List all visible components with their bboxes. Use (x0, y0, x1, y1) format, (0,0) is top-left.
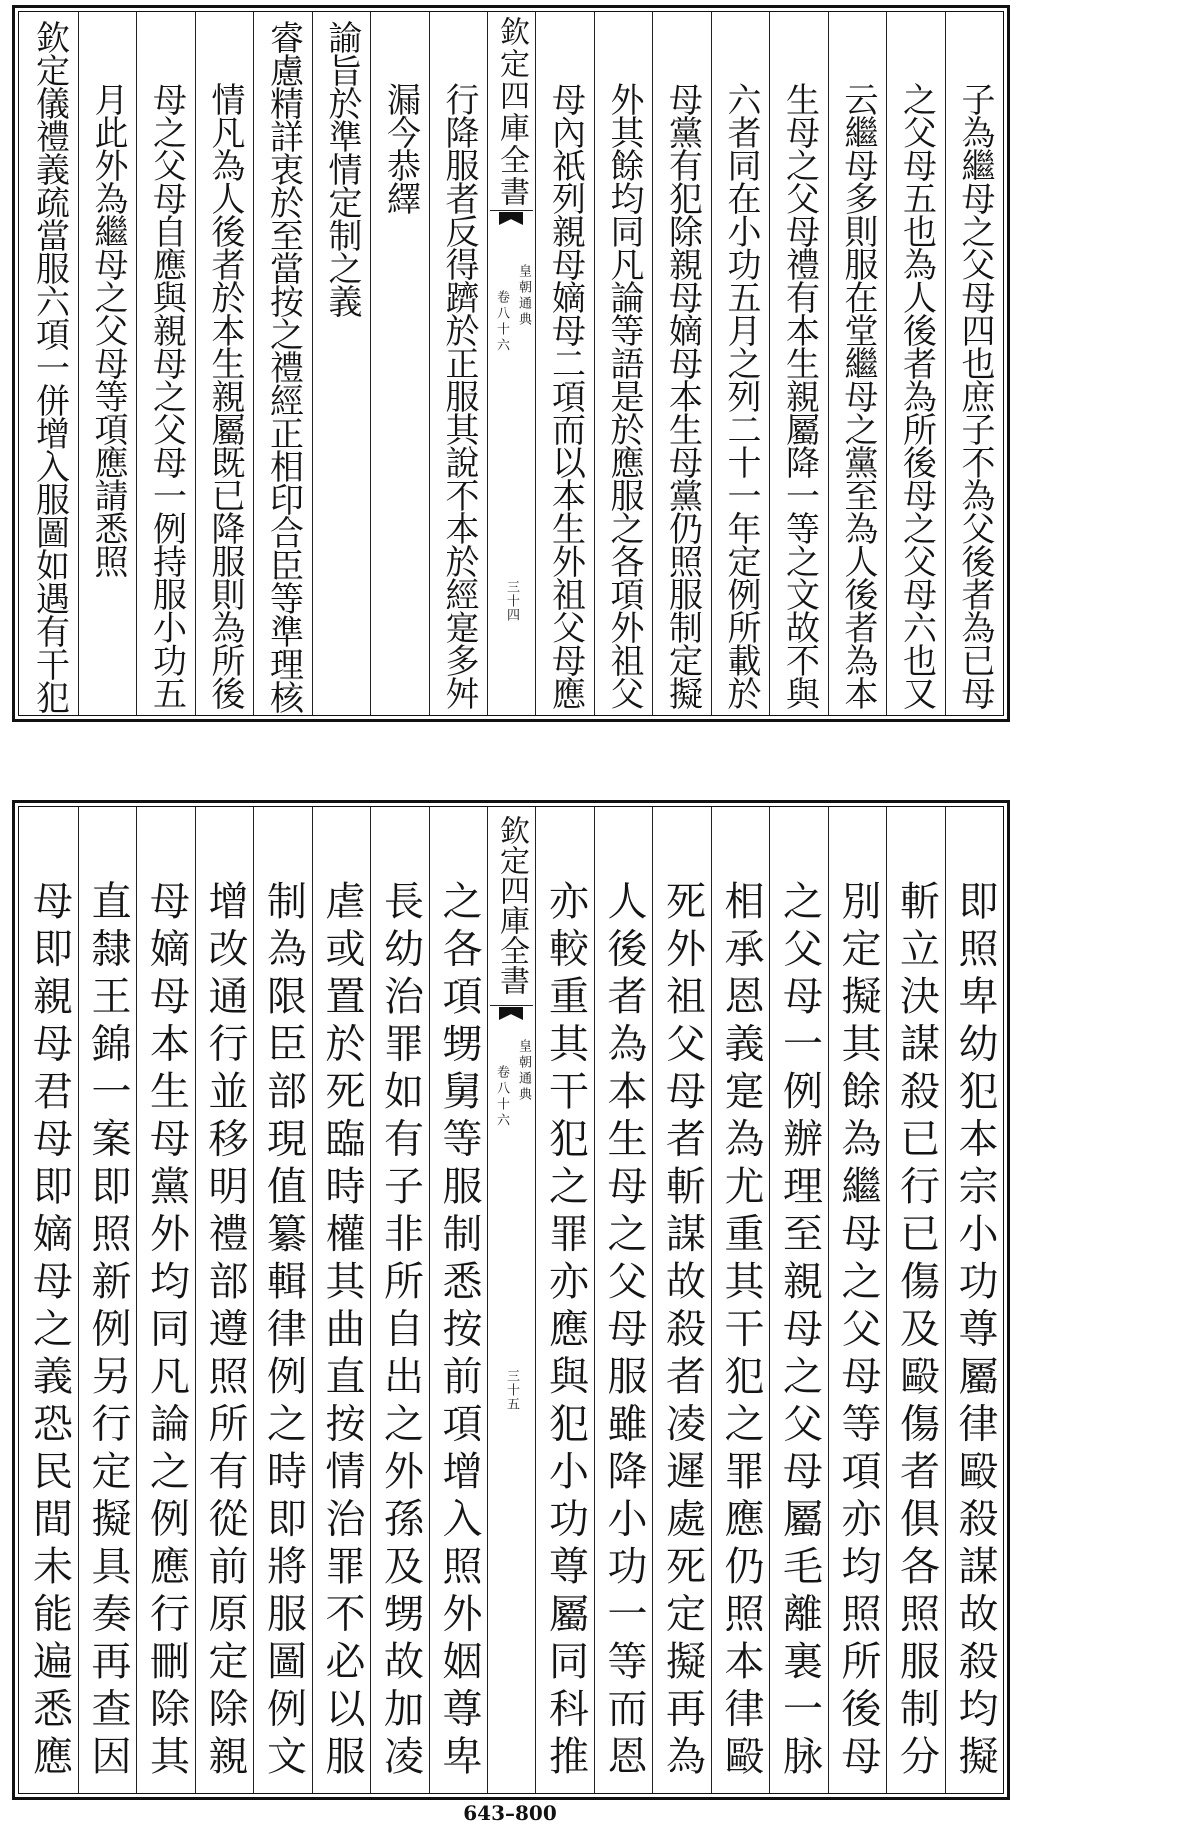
text-column: 母內祇列親母嫡母二項而以本生外祖父母應 (535, 12, 594, 715)
text-column: 生母之父母禮有本生親屬降一等之文故不與 (769, 12, 828, 715)
center-spine (487, 807, 535, 1793)
text-column: 云繼母多則服在堂繼母之黨至為人後者為本 (828, 12, 887, 715)
spine-leaf-number: 三十四 (504, 580, 519, 622)
text-column: 母之父母自應與親母之父母一例持服小功五 (136, 12, 195, 715)
text-column: 六者同在小功五月之列二十一年定例所載於 (711, 12, 770, 715)
spine-title: 欽定四庫全書 (494, 815, 529, 995)
fishtail-mark-icon (499, 1007, 523, 1020)
text-column: 子為繼母之父母四也庶子不為父後者為已母 (945, 12, 1004, 715)
text-column: 虐或置於死臨時權其曲直按情治罪不必以服 (312, 807, 371, 1793)
text-column: 行降服者反得躋於正服其說不本於經寔多舛 (429, 12, 488, 715)
fishtail-mark-icon (499, 212, 523, 225)
text-column: 母即親母君母即嫡母之義恐民間未能遍悉應 (26, 880, 73, 1783)
text-column: 之各項甥舅等服制悉按前項增入照外姻尊卑 (429, 807, 488, 1793)
page-number: 643–800 (463, 1801, 557, 1825)
text-column: 制為限臣部現值纂輯律例之時即將服圖例文 (253, 807, 312, 1793)
text-column-raised: 睿慮精詳衷於至當按之禮經正相印合臣等準理核 (253, 12, 312, 715)
text-column: 月此外為繼母之父母等項應請悉照 (78, 12, 137, 715)
leaf-columns-top (18, 11, 1004, 716)
spine-divider (490, 1005, 533, 1006)
text-column: 漏今恭繹 (370, 12, 429, 715)
text-column: 母嫡母本生母黨外均同凡論之例應行刪除其 (136, 807, 195, 1793)
text-column: 斬立決謀殺已行已傷及毆傷者俱各照服制分 (886, 807, 945, 1793)
text-column: 情凡為人後者於本生親屬既已降服則為所後 (195, 12, 254, 715)
text-column: 直隸王錦一案即照新例另行定擬具奏再查因 (78, 807, 137, 1793)
center-spine (487, 12, 535, 715)
text-column: 人後者為本生母之父母服雖降小功一等而恩 (594, 807, 653, 1793)
leaf-frame-top (12, 5, 1010, 722)
spine-book-title: 皇朝通典 (516, 1039, 531, 1103)
text-column-raised: 欽定儀禮義疏當服六項一併增入服圖如遇有干犯 (29, 20, 70, 713)
text-column-raised: 諭旨於準情定制之義 (312, 12, 371, 715)
text-column: 死外祖父母者斬謀故殺者凌遲處死定擬再為 (652, 807, 711, 1793)
text-column: 長幼治罪如有子非所自出之外孫及甥故加凌 (370, 807, 429, 1793)
text-column: 之父母五也為人後者為所後母之父母六也又 (886, 12, 945, 715)
text-column: 母黨有犯除親母嫡母本生母黨仍照服制定擬 (652, 12, 711, 715)
text-column: 亦較重其干犯之罪亦應與犯小功尊屬同科推 (535, 807, 594, 1793)
spine-leaf-number: 三十五 (504, 1369, 519, 1411)
spine-book-title: 皇朝通典 (516, 264, 531, 328)
leaf-frame-bottom (12, 800, 1010, 1800)
spine-divider (490, 210, 533, 211)
text-column: 相承恩義寔為尤重其干犯之罪應仍照本律毆 (711, 807, 770, 1793)
text-column: 之父母一例辦理至親母之父母屬毛離裏一脉 (769, 807, 828, 1793)
text-column: 外其餘均同凡論等語是於應服之各項外祖父 (594, 12, 653, 715)
leaf-columns-bottom (18, 806, 1004, 1794)
text-column: 即照卑幼犯本宗小功尊屬律毆殺謀故殺均擬 (945, 807, 1004, 1793)
text-column: 增改通行並移明禮部遵照所有從前原定除親 (195, 807, 254, 1793)
spine-title: 欽定四庫全書 (494, 16, 529, 208)
spine-volume: 卷八十六 (494, 1065, 509, 1129)
spine-volume: 卷八十六 (494, 290, 509, 354)
text-column: 別定擬其餘為繼母之父母等項亦均照所後母 (828, 807, 887, 1793)
